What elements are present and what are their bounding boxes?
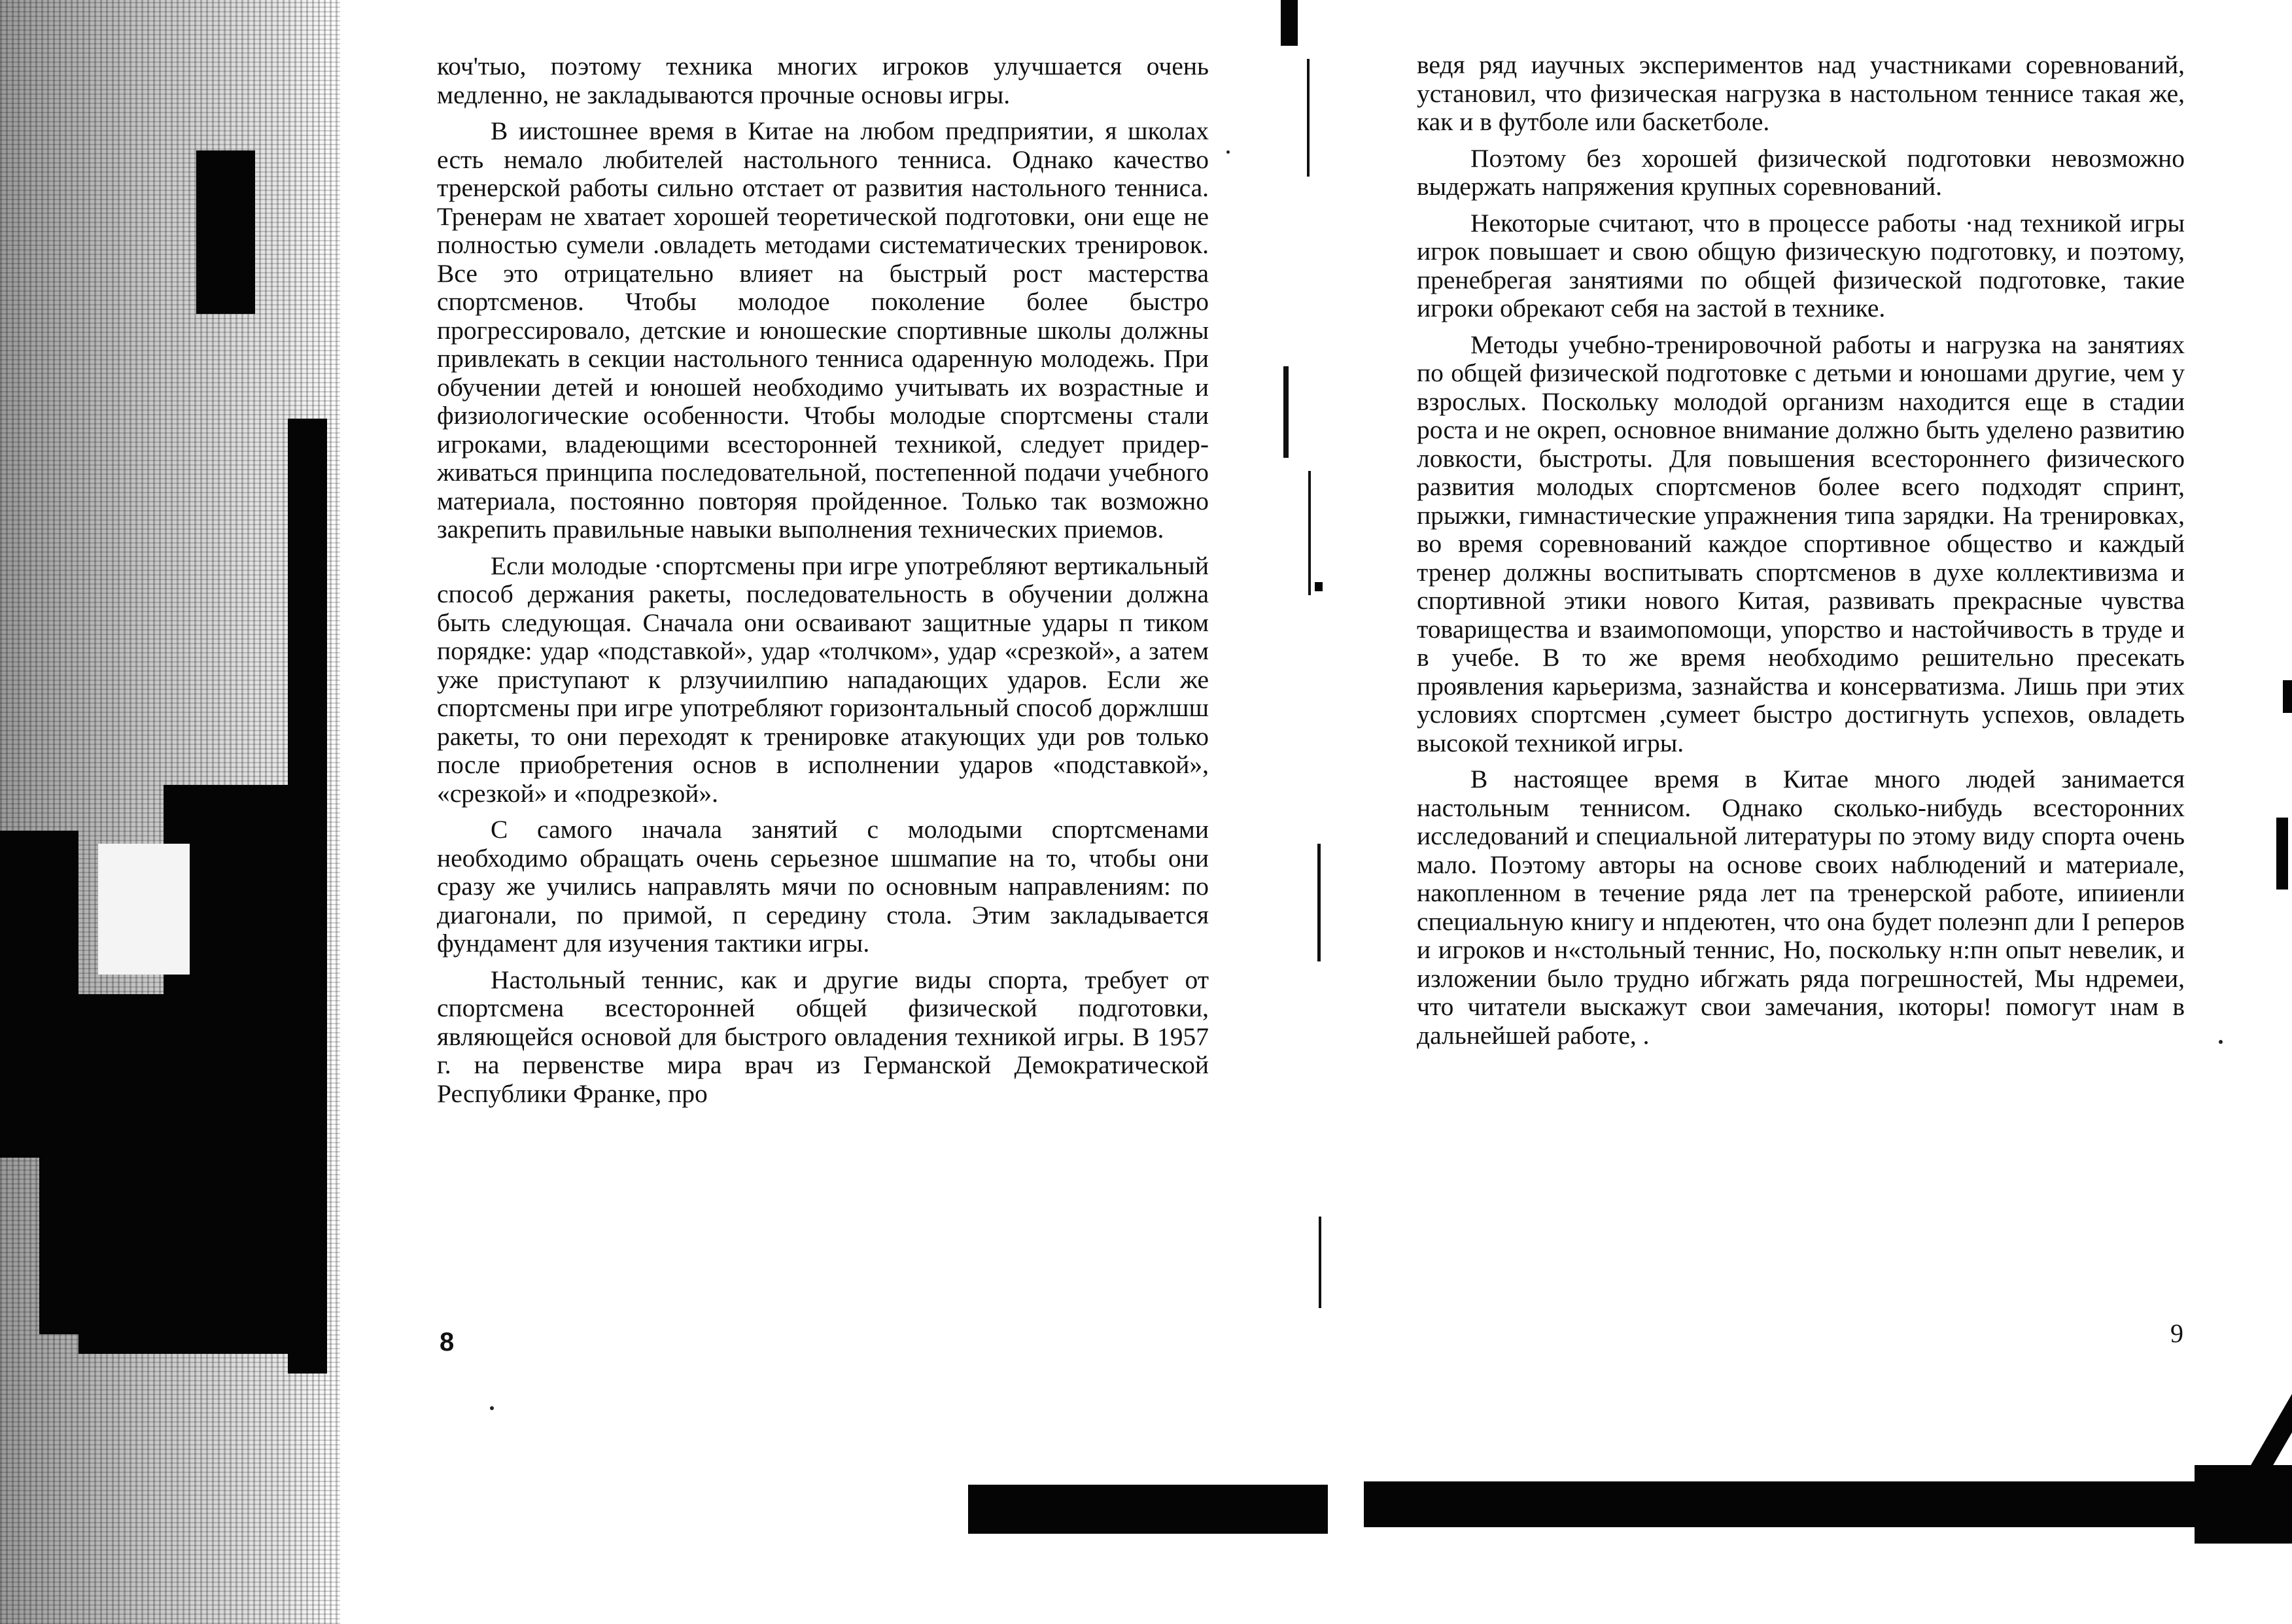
gutter-line xyxy=(1319,1217,1321,1308)
gutter-shadow-top xyxy=(1281,0,1298,46)
gutter-line xyxy=(1308,471,1311,595)
scan-bottom-strip xyxy=(968,1485,1328,1534)
left-paragraph-5: Настольный теннис, как и другие виды спорта, требует от спортсмена всесторонней общей физической подготовки, являющейся основой для быстрого овладения техникой игры. В 1957 г. на первенстве мира врач из Германской Демократической Республики Франке, про xyxy=(437,965,1209,1108)
right-page-text xyxy=(1417,51,2185,1058)
left-page-number: 8 xyxy=(440,1328,455,1356)
gutter-line xyxy=(1283,366,1289,458)
right-edge-mark xyxy=(2283,680,2292,713)
left-page-text xyxy=(437,52,1209,1116)
scan-bottom-strip xyxy=(1364,1481,2198,1527)
right-paragraph-5: В настоящее время в Китае много людей занимается настольным теннисом. Однако сколько-нибудь всесторонних исследований и специальной литературы по этому виду спорта очень мало. Поэтому авторы на основе своих наблюдений и материале, накопленном в течение ряда лет па тренерской работе, ипииенли специальную книгу и нпдеютен, что она будет полеэнп дли I реперов и игроков и н«стольный теннис, Но, поскольку н:пн опыт невелик, и изложении было трудно ибгжать ряда погрешностей, Мы ндремеи, что читатели выскажут свои замечания, ıкоторы! помогут ıнам в дальнейшей работе, . xyxy=(1417,765,2185,1050)
right-paragraph-1: ведя ряд иаучных экспериментов над участниками соревнований, установил, что физическая нагрузка в настольном теннисе такая же, как и в футболе или баскетболе. xyxy=(1417,50,2185,136)
scan-bottom-strip xyxy=(2195,1465,2292,1544)
dust-speck xyxy=(490,1406,494,1410)
left-paragraph-3: Если молодые ·спортсмены при игре употребляют вертикальный способ держания ракеты, последовательность в обучении должна быть следующая. Сначала они осваивают защитные удары п тиком порядке: удар «подставкой», удар «толчком», удар «срезкой», а затем уже приступают к рлзучиилпию нападающих ударов. Если же спортсмены при игре употребляют горизонтальный способ доржлшш ракеты, то они переходят к тренировке атакующих уди ров только после приобретения основ в исполнении ударов «подставкой», «срезкой» и «подрезкой». xyxy=(437,551,1209,808)
gutter-line xyxy=(1317,844,1321,961)
right-paragraph-2: Поэтому без хорошей физической подготовки невозможно выдержать напряжения крупных соревнований. xyxy=(1417,143,2185,201)
dust-speck xyxy=(2219,1040,2223,1044)
right-paragraph-3: Некоторые считают, что в процессе работы ·над техникой игры игрок повышает и свою общую физическую подготовку, и поэтому, пренебрегая занятиями по общей физической подготовке, такие игроки обрекают себя на застой в технике. xyxy=(1417,208,2185,322)
scan-black-block xyxy=(288,419,327,1373)
gutter-line xyxy=(1307,59,1310,177)
left-paragraph-4: С самого ıначала занятий с молодыми спортсменами необходимо обращать очень серьезное шшмапие на то, чтобы они сразу же учились направлять мячи по основным направлениям: по диагонали, по примой, п середину стола. Этим закладывается фундамент для изучения тактики игры. xyxy=(437,815,1209,958)
scan-corner-mark xyxy=(2247,1393,2292,1472)
right-page-number: 9 xyxy=(2170,1319,2183,1348)
right-edge-mark xyxy=(2276,818,2288,890)
gutter-speck xyxy=(1315,582,1323,591)
right-paragraph-4: Методы учебно-тренировочной работы и нагрузка на занятиях по общей физической подготовке с детьми и юношами другие, чем у взрослых. Поскольку молодой организм находится еще в стадии роста и не окреп, основное внимание должно быть уделено развитию ловкости, быстроты. Для повышения всестороннего физического развития молодых спортсменов более всего подходят спринт, прыжки, гимнастические упражнения типа зарядки. На тренировках, во время соревнований каждое спортивное общество и каждый тренер должны воспитывать спортсменов в духе коллективизма и спортивной этики нового Китая, развивать прекрасные чувства товарищества и взаимопомощи, упорство и настойчивость в труде и в учебе. В то же время необходимо решительно пресекать проявления карьеризма, зазнайства и консерватизма. Лишь при этих условиях спортсмен ,сумеет быстро достигнуть успехов, овладеть высокой техникой игры. xyxy=(1417,330,2185,757)
left-paragraph-2: В иистошнее время в Китае на любом предприятии, я школах есть немало любителей настольного тенниса. Однако качество тренерской работы сильно отстает от развития настольного тенниса. Тренерам не хватает хорошей теоретической подготовки, они еще не полностью сумели .овладеть методами систематических тренировок. Все это отрицательно влияет на быстрый рост мастерства спортсменов. Чтобы молодое поколение более быстро прогрессировало, детские и юношеские спортивные школы должны привлекать в секции настольного тенниса одаренную молодежь. При обучении детей и юношей необходимо учитывать их возрастные и физиологические особенности. Чтобы молодые спортсмены стали игроками, владеющими всесторонней техникой, следует придерживаться принципа последовательной, постепенной подачи учебного материала, постоянно повторяя пройденное. Только так возможно закрепить правильные навыки выполнения технических приемов. xyxy=(437,116,1209,544)
scan-white-patch xyxy=(98,844,190,975)
scan-black-block xyxy=(196,150,255,314)
left-paragraph-1: коч'тыо, поэтому техника многих игроков улучшается очень медленно, не закладываются прочные основы игры. xyxy=(437,52,1209,109)
dust-speck xyxy=(1226,150,1230,154)
